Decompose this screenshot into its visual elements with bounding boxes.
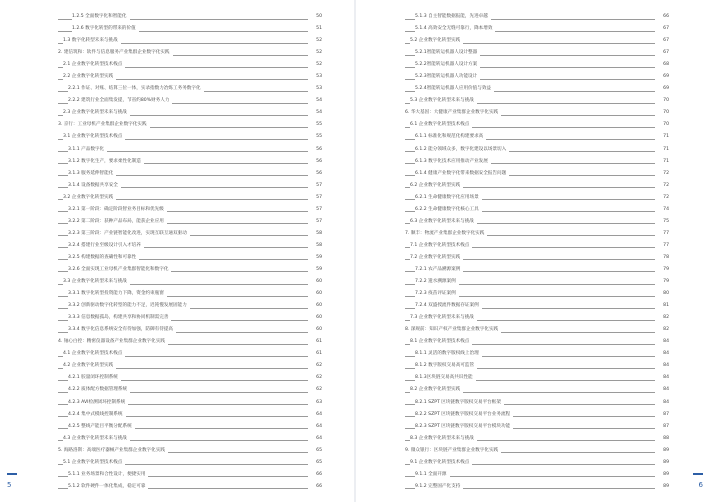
toc-list-left <box>58 11 322 493</box>
toc-entry-title: 4.2.5 整线产能目平衡分配系统 <box>68 421 135 433</box>
toc-entry[interactable] <box>405 11 669 23</box>
toc-entry-page: 66 <box>316 483 322 489</box>
toc-entry-page: 81 <box>663 303 669 309</box>
toc-entry[interactable] <box>405 168 669 180</box>
toc-entry-page: 51 <box>316 26 322 32</box>
toc-entry-title: 7. 顺丰：物流产业集群企业数字化实践 <box>405 228 487 240</box>
toc-entry-title: 8.2.1 SZPT 区块链数字版权交易平台框架 <box>415 397 504 409</box>
toc-entry-page: 60 <box>316 327 322 333</box>
toc-entry-page: 67 <box>663 38 669 44</box>
toc-entry[interactable] <box>58 372 322 384</box>
toc-entry-title: 3.3.1 数字化转型投资能力下降，资金约束瓶窗 <box>68 288 167 300</box>
toc-entry-page: 54 <box>316 110 322 116</box>
toc-entry[interactable] <box>58 252 322 264</box>
toc-entry-title: 3.2 企业数字化转型实践 <box>63 192 116 204</box>
toc-entry-title: 2.2.2 建筑行业全面集发提，节省约80%财务人力 <box>68 95 172 107</box>
toc-entry-title: 4. 铀心白控：精密仪器设备产业集群企业数字化实践 <box>58 336 168 348</box>
toc-entry-page: 62 <box>316 363 322 369</box>
toc-entry[interactable] <box>58 324 322 336</box>
toc-entry-page: 84 <box>663 351 669 357</box>
toc-entry-title: 5.2.2智能转运机器人设计方案 <box>415 59 480 71</box>
toc-entry-page: 62 <box>316 375 322 381</box>
toc-entry-page: 72 <box>663 194 669 200</box>
toc-entry-title: 7.2 企业数字化转型实践 <box>410 252 463 264</box>
toc-entry[interactable] <box>58 457 322 469</box>
toc-entry-title: 9.1.1 全面开源 <box>415 469 450 481</box>
toc-entry[interactable] <box>58 397 322 409</box>
toc-entry-page: 77 <box>663 242 669 248</box>
toc-entry[interactable] <box>58 83 322 95</box>
toc-entry-page: 89 <box>663 447 669 453</box>
toc-entry[interactable] <box>58 119 322 131</box>
toc-entry[interactable] <box>405 264 669 276</box>
toc-entry[interactable] <box>405 156 669 168</box>
toc-entry-title: 8.3 企业数字化转型未来与挑战 <box>410 433 477 445</box>
toc-entry-title: 4.2.3 AVI检测闭环控制系统 <box>68 397 128 409</box>
toc-entry-page: 56 <box>316 170 322 176</box>
toc-entry-title: 3.2.5 构建数据的查确性和可靠性 <box>68 252 139 264</box>
toc-entry-page: 58 <box>316 230 322 236</box>
toc-entry-title: 5.1.2 软件硬件一体化集成，稳定可靠 <box>68 481 148 493</box>
toc-entry-page: 58 <box>316 242 322 248</box>
toc-entry-page: 84 <box>663 399 669 405</box>
toc-entry-page: 84 <box>663 375 669 381</box>
toc-entry[interactable] <box>58 264 322 276</box>
toc-entry[interactable] <box>405 35 669 47</box>
toc-entry-page: 52 <box>316 38 322 44</box>
toc-entry-page: 79 <box>663 266 669 272</box>
toc-entry[interactable] <box>58 23 322 35</box>
toc-entry[interactable] <box>405 47 669 59</box>
toc-entry-page: 63 <box>316 399 322 405</box>
toc-entry-title: 5.1.1 业务场景和合性设计，便捷实用 <box>68 469 148 481</box>
toc-entry-title: 8. 深规前：知识产权产业集群企业数字化实践 <box>405 324 501 336</box>
toc-entry[interactable] <box>405 71 669 83</box>
toc-entry-page: 60 <box>316 315 322 321</box>
toc-entry[interactable] <box>58 107 322 119</box>
toc-entry-page: 57 <box>316 182 322 188</box>
toc-entry-page: 70 <box>663 122 669 128</box>
toc-entry-title: 2.3 企业数字化转型未来与挑战 <box>63 107 130 119</box>
toc-entry-title: 2.1 企业数字化转型技术栈点 <box>63 59 125 71</box>
toc-entry[interactable] <box>405 216 669 228</box>
toc-entry-page: 69 <box>663 74 669 80</box>
toc-entry-title: 8.1.1 灵活的数字版权线上治理 <box>415 348 482 360</box>
toc-entry-page: 56 <box>316 146 322 152</box>
toc-entry-page: 52 <box>316 62 322 68</box>
toc-entry[interactable] <box>58 433 322 445</box>
toc-entry[interactable] <box>58 445 322 457</box>
toc-entry-title: 5.2 企业数字化转型实践 <box>410 35 463 47</box>
toc-entry[interactable] <box>58 144 322 156</box>
toc-entry[interactable] <box>405 59 669 71</box>
toc-entry[interactable] <box>405 336 669 348</box>
toc-entry-page: 75 <box>663 218 669 224</box>
toc-entry[interactable] <box>405 276 669 288</box>
toc-entry-title: 4.1 企业数字化转型技术栈点 <box>63 348 125 360</box>
toc-entry-title: 9.1 企业数字化转型技术栈点 <box>410 457 472 469</box>
toc-entry-title: 4.2 企业数字化转型实践 <box>63 360 116 372</box>
toc-entry[interactable] <box>405 119 669 131</box>
toc-entry-title: 7.1 企业数字化转型技术栈点 <box>410 240 472 252</box>
toc-entry[interactable] <box>58 180 322 192</box>
toc-entry-title: 6.2.1 生命健康数字化应用场景 <box>415 192 482 204</box>
toc-entry-title: 5.1.3 自主智能数据报能，先进卓越 <box>415 11 491 23</box>
toc-entry[interactable] <box>405 300 669 312</box>
folio-bar <box>7 473 17 475</box>
toc-entry-title: 8.2.3 SZPT 区块链数字版权交易平台模块功能 <box>415 421 513 433</box>
toc-entry[interactable] <box>405 131 669 143</box>
toc-entry-title: 5.1.4 高效安全无缝可靠行，降本增效 <box>415 23 495 35</box>
toc-entry[interactable] <box>58 360 322 372</box>
toc-entry-page: 64 <box>316 435 322 441</box>
toc-entry-page: 87 <box>663 423 669 429</box>
left-page <box>0 0 354 502</box>
toc-entry-title: 3.1.2 数字化生产，要求柔性化制造 <box>68 156 144 168</box>
toc-entry-page: 72 <box>663 182 669 188</box>
toc-list-right <box>405 11 669 493</box>
toc-entry-page: 66 <box>316 471 322 477</box>
toc-entry[interactable] <box>58 384 322 396</box>
toc-entry[interactable] <box>405 107 669 119</box>
toc-entry-page: 89 <box>663 483 669 489</box>
toc-entry-page: 57 <box>316 206 322 212</box>
toc-entry[interactable] <box>58 409 322 421</box>
toc-entry-page: 55 <box>316 122 322 128</box>
toc-entry[interactable] <box>58 35 322 47</box>
toc-entry[interactable] <box>405 252 669 264</box>
toc-entry-page: 88 <box>663 435 669 441</box>
toc-entry-title: 5.3 企业数字化转型未来与挑战 <box>410 95 477 107</box>
toc-entry-page: 53 <box>316 86 322 92</box>
toc-entry-title: 3.3.3 信息数据孤岛，构建共享和协同机制需完善 <box>68 312 171 324</box>
toc-entry-page: 74 <box>663 206 669 212</box>
toc-entry[interactable] <box>405 95 669 107</box>
toc-entry-title: 2. 建信筑和：软件与信息服务产业集群企业数字化实践 <box>58 47 173 59</box>
toc-entry-page: 87 <box>663 411 669 417</box>
toc-entry[interactable] <box>405 397 669 409</box>
toc-entry[interactable] <box>58 481 322 493</box>
toc-entry-page: 62 <box>316 387 322 393</box>
toc-entry-page: 57 <box>316 218 322 224</box>
toc-entry-title: 4.2.1 胶量闭环控制系统 <box>68 372 121 384</box>
toc-entry-title: 3.1.3 服务延伸智能化 <box>68 168 116 180</box>
toc-entry-page: 56 <box>316 158 322 164</box>
toc-entry[interactable] <box>58 192 322 204</box>
toc-entry-title: 5.2.4智能转运机器人应用价值与效益 <box>415 83 494 95</box>
toc-entry-title: 8.2 企业数字化转型实践 <box>410 384 463 396</box>
toc-entry-title: 8.2.2 SZPT 区块链数字版权交易平台业务流程 <box>415 409 513 421</box>
folio-bar <box>693 473 703 475</box>
toc-entry-page: 68 <box>663 62 669 68</box>
toc-entry-page: 59 <box>316 266 322 272</box>
toc-entry[interactable] <box>405 409 669 421</box>
toc-entry[interactable] <box>58 47 322 59</box>
toc-entry[interactable] <box>405 288 669 300</box>
toc-entry-page: 72 <box>663 170 669 176</box>
toc-entry-title: 7.2.4 双盛授流件数据存证案例 <box>415 300 482 312</box>
toc-entry-title: 3.3.4 数字化信息系统安全有待加强，防御有待提高 <box>68 324 176 336</box>
toc-entry[interactable] <box>405 312 669 324</box>
toc-entry[interactable] <box>58 348 322 360</box>
toc-entry-page: 84 <box>663 363 669 369</box>
toc-entry-title: 7.3 企业数字化转型未来与挑战 <box>410 312 477 324</box>
toc-entry-page: 60 <box>316 291 322 297</box>
toc-entry-title: 3.2.4 搭建行业至级设计引入才培养 <box>68 240 144 252</box>
toc-entry[interactable] <box>58 95 322 107</box>
toc-entry-title: 2.2.1 作证、对账、结算三位一体，实录指数力冶炼工务务数字化 <box>68 83 204 95</box>
toc-entry-page: 60 <box>316 303 322 309</box>
toc-entry-title: 3. 京行：工业母机产业集群企业数字化实践 <box>58 119 150 131</box>
toc-entry[interactable] <box>405 360 669 372</box>
toc-entry-title: 5.2.1智能转运机器人设计整器 <box>415 47 480 59</box>
toc-entry-page: 59 <box>316 254 322 260</box>
right-page <box>356 0 710 502</box>
toc-entry[interactable] <box>405 240 669 252</box>
toc-entry-page: 70 <box>663 98 669 104</box>
toc-entry[interactable] <box>58 168 322 180</box>
toc-entry-title: 4.2.2 质体配方数据管理系统 <box>68 384 130 396</box>
toc-entry[interactable] <box>58 228 322 240</box>
toc-entry-title: 9. 微众银行：区块链产业集群企业数字化实践 <box>405 445 501 457</box>
toc-entry-title: 5.1 企业数字化转型技术栈点 <box>63 457 125 469</box>
toc-entry[interactable] <box>405 23 669 35</box>
page-number: 5 <box>7 481 12 489</box>
toc-entry-title: 3.2.1 第一阶段：确定阶段智业务目标和优先级 <box>68 204 167 216</box>
toc-entry-page: 79 <box>663 279 669 285</box>
toc-entry-page: 77 <box>663 230 669 236</box>
toc-entry-title: 1.2.5 全面数字化和智能化 <box>72 11 130 23</box>
toc-entry-title: 4.3 企业数字化转型未来与挑战 <box>63 433 130 445</box>
toc-entry-title: 3.3.2 创新驱动数字化转型的能力不足，迟钝慢发展固能力 <box>68 300 190 312</box>
toc-entry-page: 80 <box>663 291 669 297</box>
toc-entry-title: 2.2 企业数字化转型实践 <box>63 71 116 83</box>
toc-entry[interactable] <box>405 144 669 156</box>
toc-entry-page: 89 <box>663 471 669 477</box>
toc-entry-page: 82 <box>663 327 669 333</box>
toc-entry-title: 6.1 企业数字化转型技术栈点 <box>410 119 472 131</box>
toc-entry[interactable] <box>405 324 669 336</box>
toc-entry-title: 3.2.3 第三阶段：产业链智能化改进，实现互联互通双驱动 <box>68 228 190 240</box>
toc-entry[interactable] <box>405 481 669 493</box>
toc-entry[interactable] <box>58 288 322 300</box>
toc-entry-page: 66 <box>663 14 669 19</box>
toc-entry[interactable] <box>58 240 322 252</box>
toc-entry-title: 5. 海路洛斯：高端医疗器械产业集群企业数字化实践 <box>58 445 168 457</box>
toc-entry-page: 55 <box>316 134 322 140</box>
toc-entry[interactable] <box>58 469 322 481</box>
toc-entry-title: 6. 华大基因：大健康产业集群企业数字化实践 <box>405 107 501 119</box>
toc-entry-title: 6.1.3 数字化技术应用推动产业发展 <box>415 156 491 168</box>
toc-entry-title: 9.1.2 完整国产化支持 <box>415 481 463 493</box>
toc-entry-page: 84 <box>663 387 669 393</box>
toc-entry-page: 65 <box>316 447 322 453</box>
toc-entry-title: 8.1.2 数字版权交易高可监管 <box>415 360 477 372</box>
toc-entry-page: 71 <box>663 134 669 140</box>
toc-entry-page: 54 <box>316 98 322 104</box>
toc-entry-page: 64 <box>316 411 322 417</box>
toc-entry-page: 60 <box>316 279 322 285</box>
toc-entry[interactable] <box>405 457 669 469</box>
toc-entry[interactable] <box>405 180 669 192</box>
toc-entry-title: 6.3 企业数字化转型未来与挑战 <box>410 216 477 228</box>
toc-entry-page: 78 <box>663 254 669 260</box>
toc-entry-title: 6.1.2 能分领域众多，数字化建设以场景切入 <box>415 144 509 156</box>
toc-entry-title: 3.3 企业数字化转型未来与挑战 <box>63 276 130 288</box>
toc-entry[interactable] <box>58 216 322 228</box>
toc-entry[interactable] <box>405 372 669 384</box>
toc-entry[interactable] <box>405 204 669 216</box>
toc-entry-title: 3.1.4 设备数据共享安全 <box>68 180 121 192</box>
toc-entry-title: 1.3 数字化转型未来与挑战 <box>63 35 121 47</box>
toc-entry-page: 84 <box>663 339 669 345</box>
toc-entry[interactable] <box>405 348 669 360</box>
toc-entry[interactable] <box>405 445 669 457</box>
toc-entry[interactable] <box>405 433 669 445</box>
toc-entry-page: 67 <box>663 50 669 56</box>
toc-entry[interactable] <box>58 312 322 324</box>
toc-entry-page: 65 <box>316 459 322 465</box>
toc-entry-title: 6.2.2 生命健康数字化核心工具 <box>415 204 482 216</box>
toc-entry-page: 53 <box>316 74 322 80</box>
toc-entry-title: 6.1.1 标准化和规范化构建要求高 <box>415 131 486 143</box>
toc-entry-page: 71 <box>663 158 669 164</box>
toc-entry-page: 52 <box>316 50 322 56</box>
toc-entry-title: 1.2.6 数字化转型的带来的价值 <box>72 23 139 35</box>
toc-entry-page: 57 <box>316 194 322 200</box>
toc-entry-page: 61 <box>316 339 322 345</box>
toc-entry-page: 71 <box>663 146 669 152</box>
toc-entry[interactable] <box>405 384 669 396</box>
toc-entry[interactable] <box>58 156 322 168</box>
toc-entry[interactable] <box>58 71 322 83</box>
toc-entry-title: 8.1 企业数字化转型技术栈点 <box>410 336 472 348</box>
toc-entry-title: 3.1 企业数字化转型技术栈点 <box>63 131 125 143</box>
toc-entry-title: 7.2.1 农产品溯源案例 <box>415 264 463 276</box>
toc-entry-page: 70 <box>663 110 669 116</box>
toc-entry[interactable] <box>58 421 322 433</box>
toc-entry-page: 50 <box>316 14 322 19</box>
toc-entry[interactable] <box>58 59 322 71</box>
toc-entry[interactable] <box>58 11 322 23</box>
toc-entry[interactable] <box>58 204 322 216</box>
toc-entry-title: 3.2.2 第二阶段：获种产品布局，能获企业应用 <box>68 216 167 228</box>
toc-entry-title: 4.2.4 集中式模线控制系统 <box>68 409 126 421</box>
toc-entry-title: 7.2.2 遗水溯源案例 <box>415 276 459 288</box>
toc-entry-title: 6.1.4 健康产业数字化带来数据安全报告问题 <box>415 168 509 180</box>
page-number: 6 <box>698 481 703 489</box>
toc-entry-title: 8.1.3区块链交易高共识性能 <box>415 372 476 384</box>
toc-entry-page: 64 <box>316 423 322 429</box>
toc-entry-title: 5.2.3智能转运机器人功能设计 <box>415 71 480 83</box>
toc-entry-title: 3.1.1 产品数字化 <box>68 144 107 156</box>
toc-entry[interactable] <box>405 228 669 240</box>
toc-entry[interactable] <box>58 276 322 288</box>
toc-entry-title: 6.2 企业数字化转型实践 <box>410 180 463 192</box>
toc-entry[interactable] <box>405 421 669 433</box>
toc-entry-page: 89 <box>663 459 669 465</box>
toc-entry[interactable] <box>58 336 322 348</box>
toc-entry-title: 3.2.6 全面实现工业母机产业集群智能化和数字化 <box>68 264 171 276</box>
toc-entry[interactable] <box>405 83 669 95</box>
toc-entry-page: 61 <box>316 351 322 357</box>
toc-entry-page: 67 <box>663 26 669 32</box>
toc-entry-page: 69 <box>663 86 669 92</box>
toc-entry[interactable] <box>405 469 669 481</box>
toc-entry[interactable] <box>58 131 322 143</box>
toc-entry[interactable] <box>58 300 322 312</box>
toc-entry-page: 82 <box>663 315 669 321</box>
toc-entry-title: 7.2.3 疫苗评证案例 <box>415 288 459 300</box>
toc-entry[interactable] <box>405 192 669 204</box>
